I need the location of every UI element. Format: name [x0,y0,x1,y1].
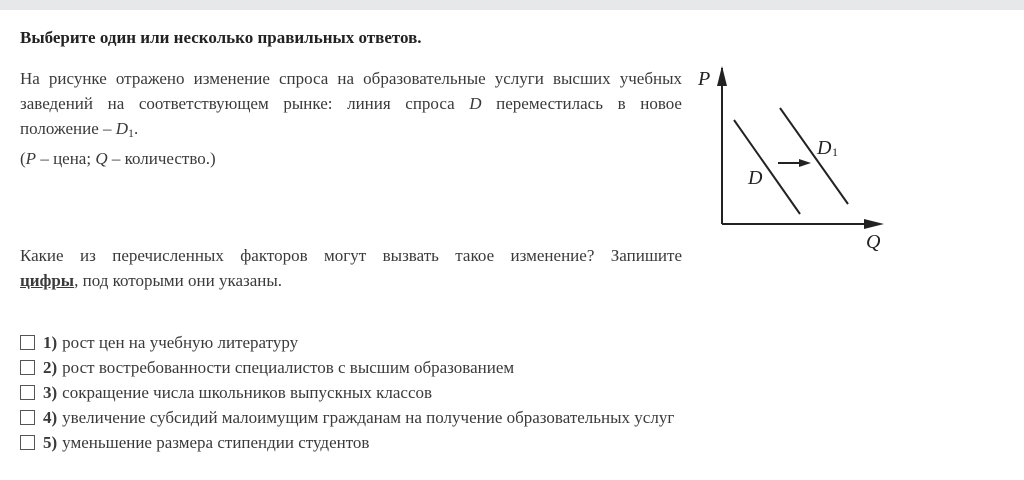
q-axis-label: Q [866,231,881,253]
prompt-line-1: Какие из перечисленных факторов могут вызвать такое изменение? Запишите [20,246,682,265]
demand-shift-graph [690,60,900,260]
instruction-heading: Выберите один или несколько правильных ответов. [20,28,422,47]
option-2[interactable] [20,355,674,380]
prompt-line-2: цифры, под которыми они указаны. [20,271,283,290]
question-line-3: положение – $D_1$. [20,119,139,140]
option-1-number: 1) [43,332,58,352]
option-1-checkbox[interactable] [20,335,35,350]
curve-label-d: D [748,167,763,189]
question-line-2: заведений на соответствующем рынке: линия спроса D переместилась в новое [20,94,682,113]
option-5-text: уменьшение размера стипендии студентов [62,432,370,452]
question-line-1: На рисунке отражено изменение спроса на образовательные услуги высших учебных [20,69,682,88]
option-4[interactable] [20,405,674,430]
shift-arrow-icon [799,159,811,167]
legend-text: (P – цена; Q – количество.) [20,149,216,168]
curve-label-d1-sub: 1 [832,145,838,159]
option-3-text: сокращение числа школьников выпускных классов [62,382,433,402]
option-1[interactable] [20,330,674,355]
option-2-text: рост востребованности специалистов с высшим образованием [62,357,515,377]
question-text [20,66,682,141]
option-4-text: увеличение субсидий малоимущим гражданам на получение образовательных услуг [62,407,675,427]
option-3-number: 3) [43,382,58,402]
p-axis-label: P [698,68,711,90]
option-5[interactable] [20,430,674,455]
answer-options [20,330,674,455]
option-3[interactable] [20,380,674,405]
option-5-number: 5) [43,432,58,452]
q-axis-arrow-icon [864,219,884,229]
option-2-checkbox[interactable] [20,360,35,375]
top-bar [0,0,1024,10]
option-5-checkbox[interactable] [20,435,35,450]
p-axis-arrow-icon [717,66,727,86]
option-2-number: 2) [43,357,58,377]
option-3-checkbox[interactable] [20,385,35,400]
option-4-checkbox[interactable] [20,410,35,425]
demand-line-d [734,120,800,214]
option-4-number: 4) [43,407,58,427]
prompt-text [20,243,682,293]
curve-label-d1: D [817,137,832,159]
option-1-text: рост цен на учебную литературу [62,332,299,352]
